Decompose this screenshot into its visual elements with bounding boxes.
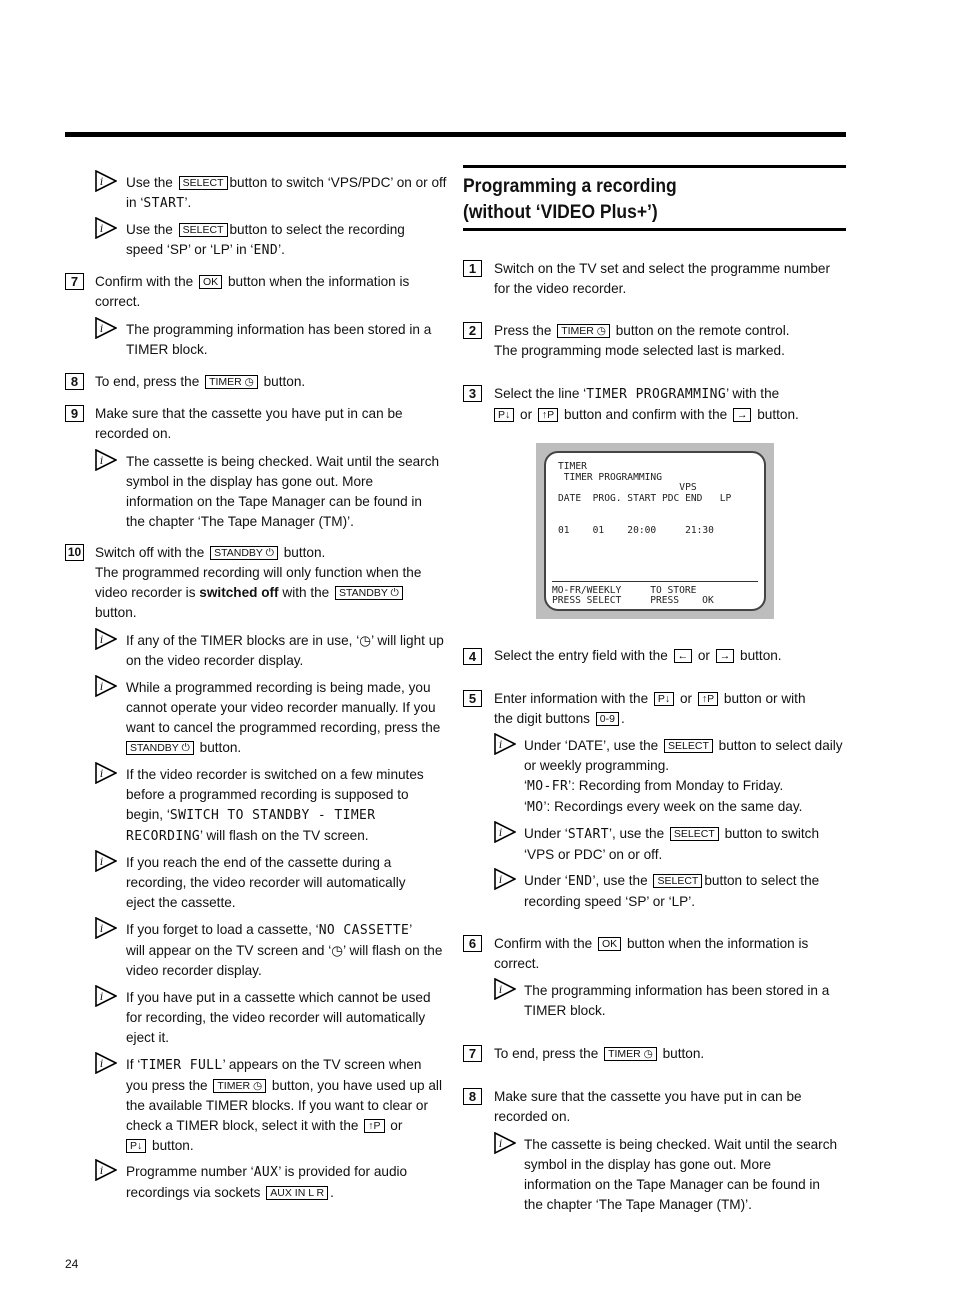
step-number: 7 [463, 1045, 482, 1062]
program-up-key: ↑P [364, 1119, 384, 1133]
screen-line: TIMER [558, 461, 587, 472]
step-confirm: Confirm with the OK button when the information is correct. [494, 936, 809, 971]
svg-text:i: i [100, 857, 104, 868]
standby-key: STANDBY ⏻ [210, 546, 278, 560]
note-recording-speed: Use the SELECT button to select the recording speed ‘SP’ or ‘LP’ in ‘END’. [126, 222, 405, 258]
step-switch-off: Switch off with the STANDBY ⏻ button. The programmed recording will only function when the video recorder is switched off with the STANDBY ⏻ button. [95, 545, 422, 620]
step-number: 5 [463, 690, 482, 707]
screen-line: MO-FR/WEEKLY TO STORE [552, 585, 697, 596]
tv-screen-display [544, 451, 766, 611]
top-rule [65, 132, 846, 137]
step-end: To end, press the TIMER ◷ button. [494, 1046, 705, 1061]
step-number: 3 [463, 385, 482, 402]
note-stored: The programming information has been stored in a TIMER block. [524, 983, 830, 1018]
info-icon [95, 850, 117, 872]
step-number: 1 [463, 260, 482, 277]
svg-text:i: i [100, 224, 104, 235]
screen-line: 01 01 20:00 21:30 [558, 525, 714, 536]
step-number: 8 [65, 373, 84, 390]
svg-text:i: i [100, 1059, 104, 1070]
svg-text:i: i [100, 456, 104, 467]
info-icon [95, 1159, 117, 1181]
step-entry-field: Select the entry field with the ← or → button. [494, 648, 782, 663]
select-key: SELECT [670, 827, 719, 841]
note-date: Under ‘DATE’, use the SELECT button to select daily or weekly programming. ‘MO-FR’: Recording from Monday to Friday. ‘MO’: Recordings every week on the same day. [524, 738, 843, 815]
step-number: 8 [463, 1088, 482, 1105]
info-icon [95, 985, 117, 1007]
select-key: SELECT [179, 223, 228, 237]
screen-line: TIMER PROGRAMMING [558, 472, 662, 483]
program-up-key: ↑P [698, 692, 718, 706]
note-start: Under ‘START’, use the SELECT button to switch ‘VPS or PDC’ on or off. [524, 826, 820, 862]
svg-text:i: i [499, 740, 503, 751]
step-number: 2 [463, 322, 482, 339]
screen-line: DATE PROG. START PDC END LP [558, 493, 732, 504]
tv-screen [536, 443, 774, 619]
program-up-key: ↑P [538, 408, 558, 422]
left-arrow-key: ← [674, 649, 693, 663]
note-vps-pdc: Use the SELECT button to switch ‘VPS/PDC’ on or off in ‘START’. [126, 175, 447, 211]
step-number: 9 [65, 405, 84, 422]
info-icon [95, 1052, 117, 1074]
svg-text:i: i [100, 924, 104, 935]
step-confirm: Confirm with the OK button when the information is correct. [95, 274, 410, 309]
note-timer-full: If ‘TIMER FULL’ appears on the TV screen when you press the TIMER ◷ button, you have used up all the available TIMER blocks. If you want to clear or check a TIMER block, select it with the ↑P or P↓ button. [126, 1057, 442, 1153]
svg-text:i: i [100, 769, 104, 780]
note-no-cassette: If you forget to load a cassette, ‘NO CASSETTE’ will appear on the TV screen and ‘◷’ will flash on the video recorder display. [126, 922, 443, 978]
select-key: SELECT [664, 739, 713, 753]
right-arrow-key: → [733, 408, 752, 422]
step-enter-info: Enter information with the P↓ or ↑P button or with the digit buttons 0-9 . [494, 691, 806, 726]
svg-text:i: i [100, 324, 104, 335]
note-cancel-recording: While a programmed recording is being made, you cannot operate your video recorder manually. If you want to cancel the programmed recording, press the STANDBY ⏻ button. [126, 680, 441, 755]
step-number: 10 [65, 544, 84, 561]
screen-divider [552, 581, 758, 582]
note-end: Under ‘END’, use the SELECT button to select the recording speed ‘SP’ or ‘LP’. [524, 873, 820, 909]
note-cassette-check: The cassette is being checked. Wait until the search symbol in the display has gone out. More information on the Tape Manager can be found in the chapter ‘The Tape Manager (TM)’. [126, 454, 440, 529]
info-icon [494, 733, 516, 755]
timer-key: TIMER ◷ [557, 324, 610, 338]
ok-key: OK [598, 937, 621, 951]
program-down-key: P↓ [126, 1139, 146, 1153]
step-press-timer: Press the TIMER ◷ button on the remote control. The programming mode selected last is marked. [494, 323, 790, 358]
timer-key: TIMER ◷ [213, 1079, 266, 1093]
step-end: To end, press the TIMER ◷ button. [95, 374, 306, 389]
step-select-line: Select the line ‘TIMER PROGRAMMING’ with the P↓ or ↑P button and confirm with the → button. [494, 386, 799, 422]
step-cassette: Make sure that the cassette you have put in can be recorded on. [95, 406, 403, 441]
step-number: 4 [463, 648, 482, 665]
info-icon [494, 821, 516, 843]
ok-key: OK [199, 275, 222, 289]
timer-key: TIMER ◷ [205, 375, 258, 389]
note-timer-light: If any of the TIMER blocks are in use, ‘◷’ will light up on the video recorder display. [126, 633, 444, 668]
info-icon [95, 628, 117, 650]
info-icon [95, 762, 117, 784]
digit-keys: 0-9 [596, 712, 619, 726]
screen-line: VPS [558, 482, 697, 493]
step-number: 6 [463, 935, 482, 952]
info-icon [494, 1132, 516, 1154]
section-title: Programming a recording (without ‘VIDEO Plus+’) [463, 176, 677, 223]
note-switch-standby: If the video recorder is switched on a few minutes before a programmed recording is supposed to begin, ‘SWITCH TO STANDBY - TIMER RECORDING’ will flash on the TV screen. [126, 767, 424, 844]
info-icon [95, 217, 117, 239]
note-cassette-check: The cassette is being checked. Wait until the search symbol in the display has gone out. More information on the Tape Manager can be found in the chapter ‘The Tape Manager (TM)’. [524, 1137, 838, 1212]
info-icon [95, 675, 117, 697]
note-unusable-cassette: If you have put in a cassette which cannot be used for recording, the video recorder will automatically eject it. [126, 990, 431, 1045]
info-icon [95, 170, 117, 192]
heading-bottom-rule [463, 228, 846, 231]
step-switch-on: Switch on the TV set and select the programme number for the video recorder. [494, 261, 830, 296]
page-number: 24 [65, 1257, 79, 1271]
svg-text:i: i [499, 985, 503, 996]
info-icon [95, 449, 117, 471]
svg-text:i: i [499, 828, 503, 839]
svg-text:i: i [100, 992, 104, 1003]
program-down-key: P↓ [654, 692, 674, 706]
svg-text:i: i [499, 875, 503, 886]
note-aux: Programme number ‘AUX’ is provided for audio recordings via sockets AUX IN L R . [126, 1164, 408, 1200]
right-arrow-key: → [716, 649, 735, 663]
info-icon [494, 978, 516, 1000]
timer-key: TIMER ◷ [604, 1047, 657, 1061]
standby-key: STANDBY ⏻ [126, 741, 194, 755]
select-key: SELECT [179, 176, 228, 190]
note-stored: The programming information has been stored in a TIMER block. [126, 322, 432, 357]
svg-text:i: i [499, 1139, 503, 1150]
standby-key: STANDBY ⏻ [335, 586, 403, 600]
select-key: SELECT [653, 874, 702, 888]
svg-text:i: i [100, 1166, 104, 1177]
aux-sockets-label: AUX IN L R [266, 1186, 328, 1200]
info-icon [95, 917, 117, 939]
step-cassette: Make sure that the cassette you have put in can be recorded on. [494, 1089, 802, 1124]
info-icon [95, 317, 117, 339]
step-number: 7 [65, 273, 84, 290]
program-down-key: P↓ [494, 408, 514, 422]
heading-top-rule [463, 165, 846, 168]
info-icon [494, 868, 516, 890]
svg-text:i: i [100, 682, 104, 693]
svg-text:i: i [100, 635, 104, 646]
screen-line: PRESS SELECT PRESS OK [552, 595, 714, 606]
note-end-of-cassette: If you reach the end of the cassette during a recording, the video recorder will automatically eject the cassette. [126, 855, 406, 910]
svg-text:i: i [100, 177, 104, 188]
